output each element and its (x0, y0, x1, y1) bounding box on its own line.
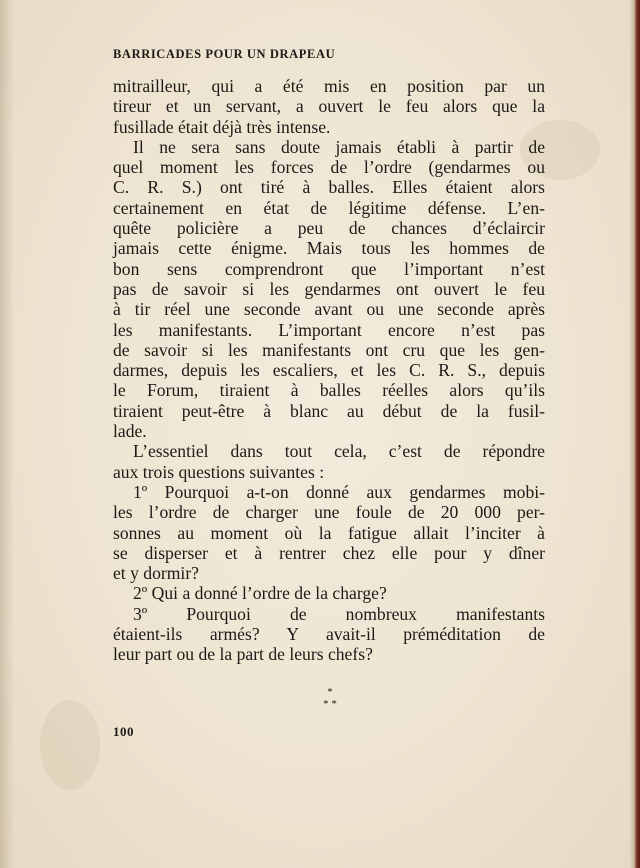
text-line: quête policière a peu de chances d’éclaircir (113, 218, 545, 239)
text-line: 3º Pourquoi de nombreux manifestants (133, 603, 545, 624)
gutter-shadow (0, 0, 14, 868)
asterism-bottom: * * (323, 698, 337, 710)
text-line: les l’ordre de charger une foule de 20 000 per- (113, 502, 545, 523)
text-line: bon sens comprendront que l’important n’est (113, 258, 545, 279)
text-line: pas de savoir si les gendarmes ont ouvert le feu (113, 278, 545, 299)
text-line: tiraient peut-être à blanc au début de la fusil- (113, 400, 545, 421)
asterism (310, 686, 350, 710)
running-head: BARRICADES POUR UN DRAPEAU (113, 47, 336, 61)
text-line: étaient-ils armés? Y avait-il préméditation de (113, 624, 545, 645)
text-line: mitrailleur, qui a été mis en position par un (113, 76, 545, 96)
body-text (113, 76, 545, 665)
text-line: et y dormir? (113, 563, 199, 584)
text-line: Il ne sera sans doute jamais établi à partir de (133, 136, 545, 157)
text-line: darmes, depuis les escaliers, et les C. R. S., depuis (113, 360, 545, 381)
text-line: de savoir si les manifestants ont cru que les gen- (113, 339, 545, 360)
page-number: 100 (113, 724, 134, 739)
text-line: quel moment les forces de l’ordre (gendarmes ou (113, 157, 545, 178)
text-line: les manifestants. L’important encore n’est pas (113, 319, 545, 340)
text-line: tireur et un servant, a ouvert le feu alors que la (113, 96, 545, 117)
paper-stain (40, 700, 100, 790)
text-line: jamais cette énigme. Mais tous les hommes de (113, 238, 545, 259)
asterism-top: * (327, 686, 333, 698)
text-line: fusillade était déjà très intense. (113, 116, 331, 137)
text-line: certainement en état de légitime défense. L’en- (113, 197, 545, 218)
text-line: se disperser et à rentrer chez elle pour y dîner (113, 542, 545, 563)
text-line: sonnes au moment où la fatigue allait l’inciter à (113, 522, 545, 543)
text-line: lade. (113, 421, 147, 442)
text-line: à tir réel une seconde avant ou une seconde après (113, 299, 545, 320)
text-line: C. R. S.) ont tiré à balles. Elles étaient alors (113, 177, 545, 198)
text-line: 1º Pourquoi a-t-on donné aux gendarmes mobi- (133, 481, 545, 502)
text-line: leur part ou de la part de leurs chefs? (113, 644, 373, 665)
text-line: le Forum, tiraient à balles réelles alors qu’ils (113, 380, 545, 401)
page-edge (630, 0, 640, 868)
text-line: L’essentiel dans tout cela, c’est de répondre (133, 441, 545, 462)
text-line: 2º Qui a donné l’ordre de la charge? (133, 583, 387, 604)
text-line: aux trois questions suivantes : (113, 461, 325, 482)
